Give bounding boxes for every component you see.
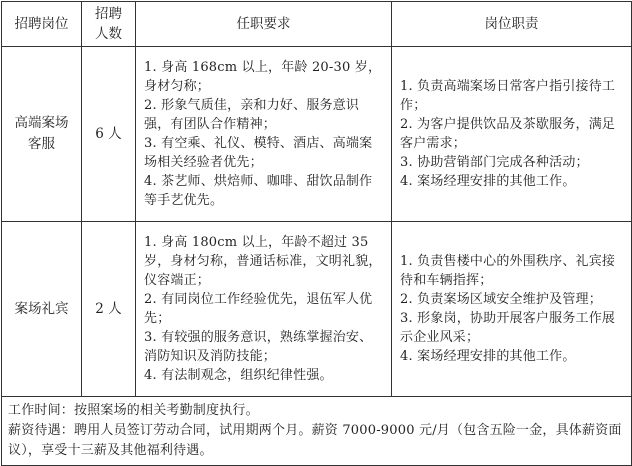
requirement-item: 2. 形象气质佳，亲和力好、服务意识强，有团队合作精神； (144, 98, 360, 132)
duty-item: 1. 负责售楼中心的外围秩序、礼宾接待和车辆指挥； (400, 254, 616, 288)
header-requirements: 任职要求 (136, 2, 392, 47)
requirement-item: 1. 身高 168cm 以上，年龄 20-30 岁，身材匀称； (144, 60, 382, 94)
requirement-item: 2. 有同岗位工作经验优先，退伍军人优先； (144, 292, 373, 326)
table-row (2, 47, 632, 222)
requirements-cell (136, 47, 392, 222)
count-cell: 6 人 (82, 47, 136, 222)
duty-item: 4. 案场经理安排的其他工作。 (400, 174, 576, 189)
table-row (2, 222, 632, 397)
header-duties: 岗位职责 (392, 2, 632, 47)
recruitment-table-container (1, 1, 631, 458)
requirements-cell (136, 222, 392, 397)
requirement-item: 1. 身高 180cm 以上，年龄不超过 35 岁，身材匀称，普通话标准，文明礼貌，仪容端正； (144, 235, 382, 288)
header-count-label: 招聘人数 (95, 6, 122, 42)
duty-item: 4. 案场经理安排的其他工作。 (400, 349, 576, 364)
header-row (2, 2, 632, 47)
position-cell (2, 47, 82, 222)
work-time-text: 工作时间：按照案场的相关考勤制度执行。 (8, 403, 259, 418)
duty-item: 1. 负责高端案场日常客户指引接待工作； (400, 79, 616, 113)
position-cell (2, 222, 82, 397)
position-label: 案场礼宾 (14, 300, 69, 317)
requirement-item: 3. 有较强的服务意识，熟练掌握治安、消防知识及消防技能； (144, 330, 373, 364)
duties-cell (392, 47, 632, 222)
header-position: 招聘岗位 (2, 2, 82, 47)
salary-text: 薪资待遇：聘用人员签订劳动合同，试用期两个月。薪资 7000-9000 元/月（包含五险一金，具体薪资面议），享受十三薪及其他福利待遇。 (8, 423, 622, 458)
count-cell: 2 人 (82, 222, 136, 397)
header-count (82, 2, 136, 47)
footer-cell (2, 397, 632, 466)
duties-cell (392, 222, 632, 397)
duty-item: 3. 形象岗，协助开展客户服务工作展示企业风采； (400, 311, 616, 345)
position-label: 高端案场客服 (14, 115, 69, 152)
duty-item: 3. 协助营销部门完成各种活动； (400, 155, 589, 170)
footer-row (2, 397, 632, 466)
recruitment-table (1, 1, 632, 466)
requirement-item: 3. 有空乘、礼仪、模特、酒店、高端案场相关经验者优先； (144, 136, 373, 170)
duty-item: 2. 负责案场区域安全维护及管理； (400, 292, 602, 307)
requirement-item: 4. 有法制观念，组织纪律性强。 (144, 368, 333, 383)
requirement-item: 4. 茶艺师、烘焙师、咖啡、甜饮品制作等手艺优先。 (144, 174, 373, 208)
duty-item: 2. 为客户提供饮品及茶歇服务，满足客户需求； (400, 117, 616, 151)
